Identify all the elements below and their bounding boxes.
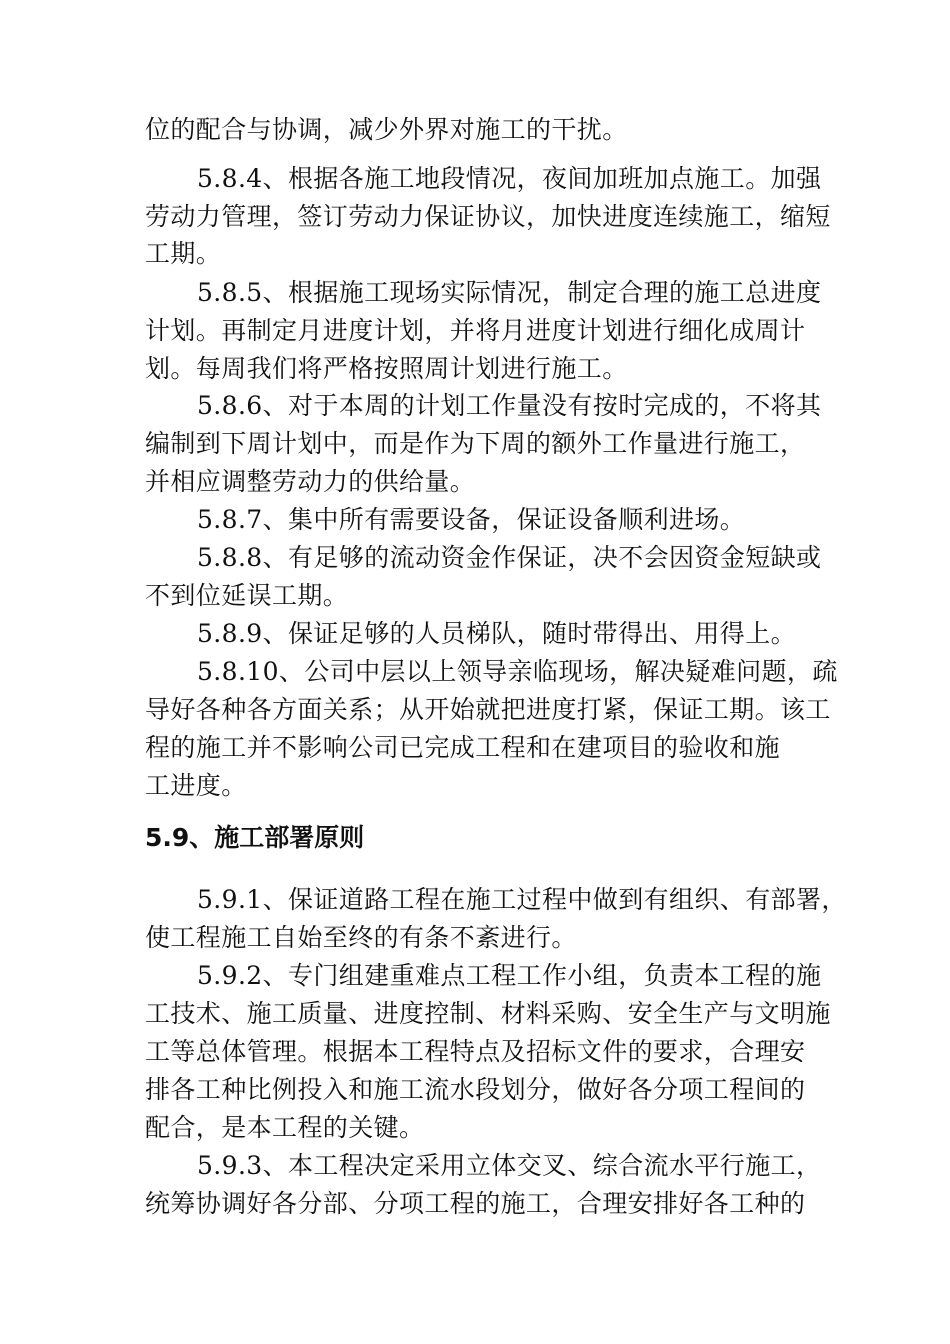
paragraph-line: 工期。 [145,239,222,268]
paragraph-line: 5.8.5、根据施工现场实际情况，制定合理的施工总进度 [197,278,822,307]
paragraph-line: 统筹协调好各分部、分项工程的施工，合理安排好各工种的 [145,1189,806,1218]
paragraph-line: 配合，是本工程的关键。 [145,1113,425,1142]
paragraph-line: 5.9.2、专门组建重难点工程工作小组，负责本工程的施 [197,961,822,990]
paragraph-line: 使工程施工自始至终的有条不紊进行。 [145,923,577,952]
paragraph-line: 工等总体管理。根据本工程特点及招标文件的要求，合理安 [145,1037,806,1066]
paragraph-line: 计划。再制定月进度计划，并将月进度计划进行细化成周计 [145,316,806,345]
paragraph-line: 工技术、施工质量、进度控制、材料采购、安全生产与文明施 [145,999,831,1028]
paragraph-line: 5.9.3、本工程决定采用立体交叉、综合流水平行施工， [197,1151,822,1180]
paragraph-line: 5.8.6、对于本周的计划工作量没有按时完成的，不将其 [197,391,822,420]
paragraph-line: 程的施工并不影响公司已完成工程和在建项目的验收和施 [145,733,781,762]
document-page [145,0,847,1344]
paragraph-line: 并相应调整劳动力的供给量。 [145,467,476,496]
paragraph-line: 划。每周我们将严格按照周计划进行施工。 [145,354,628,383]
paragraph-line: 工进度。 [145,771,247,800]
paragraph-line: 位的配合与协调，减少外界对施工的干扰。 [145,115,628,144]
paragraph-line: 5.8.4、根据各施工地段情况，夜间加班加点施工。加强 [197,164,822,193]
section-heading: 5.9、施工部署原则 [145,823,365,852]
paragraph-line: 导好各种各方面关系；从开始就把进度打紧，保证工期。该工 [145,695,831,724]
paragraph-line: 不到位延误工期。 [145,581,349,610]
paragraph-line: 编制到下周计划中，而是作为下周的额外工作量进行施工， [145,429,806,458]
paragraph-line: 5.8.7、集中所有需要设备，保证设备顺利进场。 [197,505,746,534]
paragraph-line: 排各工种比例投入和施工流水段划分，做好各分项工程间的 [145,1075,806,1104]
paragraph-line: 5.8.10、公司中层以上领导亲临现场，解决疑难问题，疏 [197,657,838,686]
paragraph-line: 5.9.1、保证道路工程在施工过程中做到有组织、有部署， [197,885,847,914]
paragraph-line: 5.8.8、有足够的流动资金作保证，决不会因资金短缺或 [197,543,822,572]
paragraph-line: 劳动力管理，签订劳动力保证协议，加快进度连续施工，缩短 [145,202,831,231]
paragraph-line: 5.8.9、保证足够的人员梯队，随时带得出、用得上。 [197,619,797,648]
